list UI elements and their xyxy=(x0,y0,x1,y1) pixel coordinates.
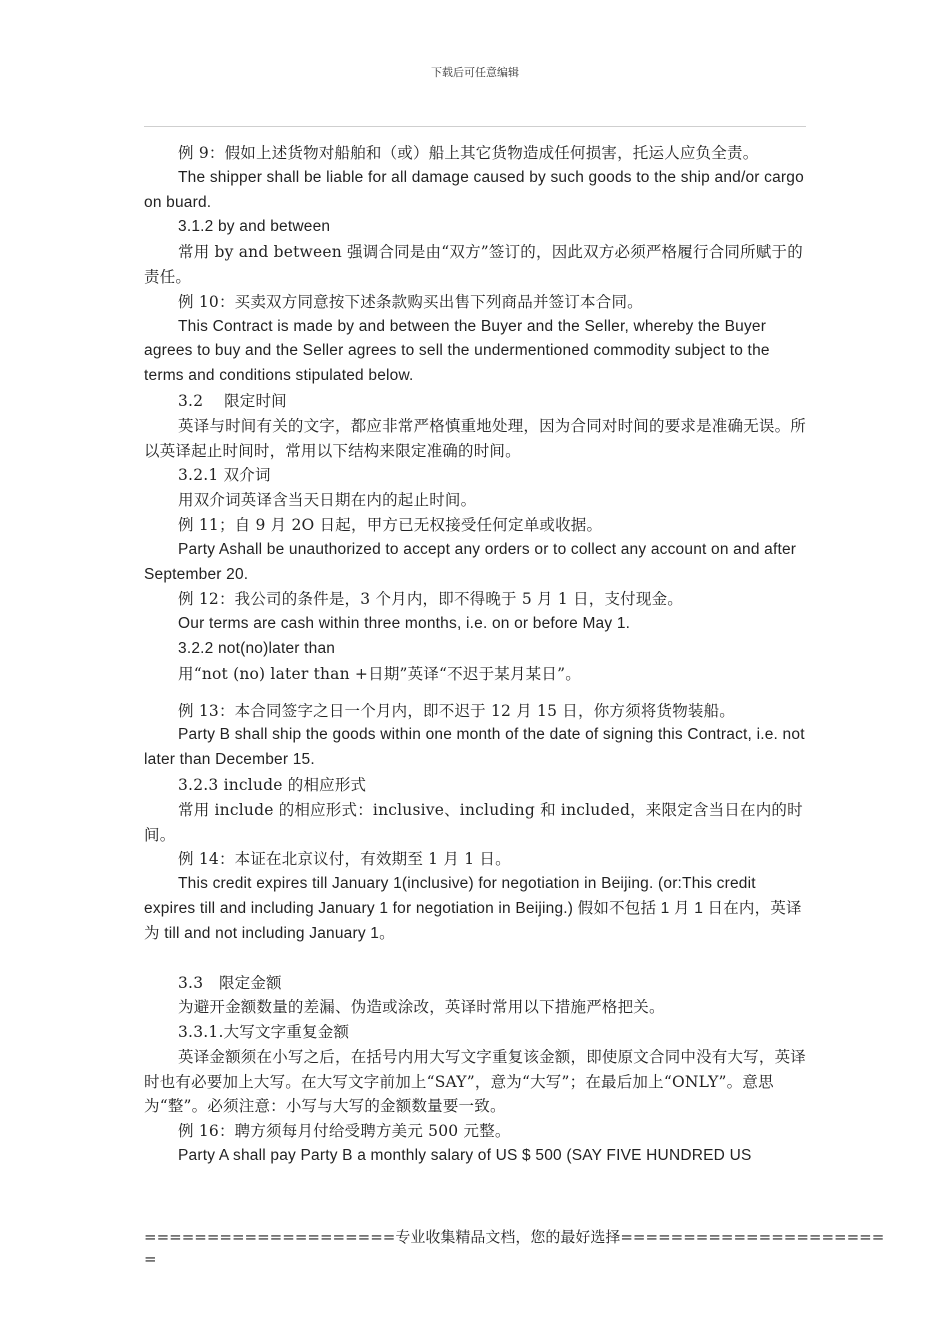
paragraph-example-11-en: Party Ashall be unauthorized to accept any orders or to collect any account on and after September 20. xyxy=(144,540,797,583)
footer-banner: ====================专业收集精品文档，您的最好选择===================== xyxy=(144,1228,885,1246)
section-3-2-3-heading: 3.2.3 include 的相应形式 xyxy=(178,775,367,794)
section-3-1-2-heading: 3.1.2 by and between xyxy=(178,218,331,236)
paragraph-example-10: 例 10：买卖双方同意按下述条款购买出售下列商品并签订本合同。 xyxy=(178,292,643,311)
header-divider xyxy=(144,126,806,127)
paragraph-example-12-en: Our terms are cash within three months, i.e. on or before May 1. xyxy=(178,615,631,633)
paragraph-by-and-between: 常用 by and between 强调合同是由“双方”签订的，因此双方必须严格履行合同所赋于的责任。 xyxy=(144,243,803,286)
paragraph-example-14-en: This credit expires till January 1(inclusive) for negotiation in Beijing. (or:This credit expires till and including January 1 for negotiation in Beijing.) 假如不包括 1 月 1 日在内，英译为 till and not including January 1。 xyxy=(144,875,802,942)
spacer xyxy=(144,687,806,699)
paragraph-example-16-en: Party A shall pay Party B a monthly salary of US $ 500 (SAY FIVE HUNDRED US xyxy=(178,1147,752,1165)
paragraph-time-intro: 英译与时间有关的文字，都应非常严格慎重地处理，因为合同对时间的要求是准确无误。所以英译起止时间时，常用以下结构来限定准确的时间。 xyxy=(144,416,807,460)
page-header: 下载后可任意编辑 xyxy=(431,66,519,79)
paragraph-amount-intro: 为避开金额数量的差漏、伪造或涂改，英译时常用以下措施严格把关。 xyxy=(178,998,665,1017)
document-body xyxy=(144,141,806,1169)
paragraph-example-13: 例 13：本合同签字之日一个月内，即不迟于 12 月 15 日，你方须将货物装船。 xyxy=(178,701,736,720)
section-3-3-1-heading: 3.3.1.大写文字重复金额 xyxy=(178,1023,350,1042)
section-3-2-heading: 3.2 限定时间 xyxy=(178,391,287,410)
section-3-3-heading: 3.3 限定金额 xyxy=(178,973,282,992)
paragraph-capital-amount: 英译金额须在小写之后，在括号内用大写文字重复该金额，即使原文合同中没有大写，英译时也有必要加上大写。在大写文字前加上“SAY”，意为“大写”；在最后加上“ONLY”。意思为“整”。必须注意：小写与大写的金额数量要一致。 xyxy=(144,1047,807,1116)
paragraph-example-9: 例 9：假如上述货物对船舶和（或）船上其它货物造成任何损害，托运人应负全责。 xyxy=(178,144,759,162)
paragraph-example-9-en: The shipper shall be liable for all damage caused by such goods to the ship and/or cargo on buard. xyxy=(144,168,804,211)
page-footer xyxy=(144,1226,885,1270)
paragraph-example-13-en: Party B shall ship the goods within one month of the date of signing this Contract, i.e. not later than December 15. xyxy=(144,726,805,769)
section-3-2-2-heading: 3.2.2 not(no)later than xyxy=(178,639,336,657)
paragraph-example-11: 例 11；自 9 月 2O 日起，甲方已无权接受任何定单或收据。 xyxy=(178,515,603,534)
paragraph-example-10-en: This Contract is made by and between the Buyer and the Seller, whereby the Buyer agrees to buy and the Seller agrees to sell the undermentioned commodity subject to the terms and conditions stipulated below. xyxy=(144,317,770,385)
paragraph-double-preposition: 用双介词英译含当天日期在内的起止时间。 xyxy=(178,491,477,510)
paragraph-example-16: 例 16：聘方须每月付给受聘方美元 500 元整。 xyxy=(178,1122,511,1141)
footer-banner-continuation: = xyxy=(144,1250,157,1268)
spacer xyxy=(144,947,806,971)
paragraph-example-14: 例 14：本证在北京议付，有效期至 1 月 1 日。 xyxy=(178,850,511,869)
paragraph-include-forms: 常用 include 的相应形式：inclusive、including 和 included，来限定含当日在内的时间。 xyxy=(144,800,803,844)
section-3-2-1-heading: 3.2.1 双介词 xyxy=(178,466,271,485)
paragraph-example-12: 例 12：我公司的条件是，3 个月内，即不得晚于 5 月 1 日，支付现金。 xyxy=(178,590,683,609)
paragraph-not-later-than: 用“not (no) later than +日期”英译“不迟于某月某日”。 xyxy=(178,664,581,683)
